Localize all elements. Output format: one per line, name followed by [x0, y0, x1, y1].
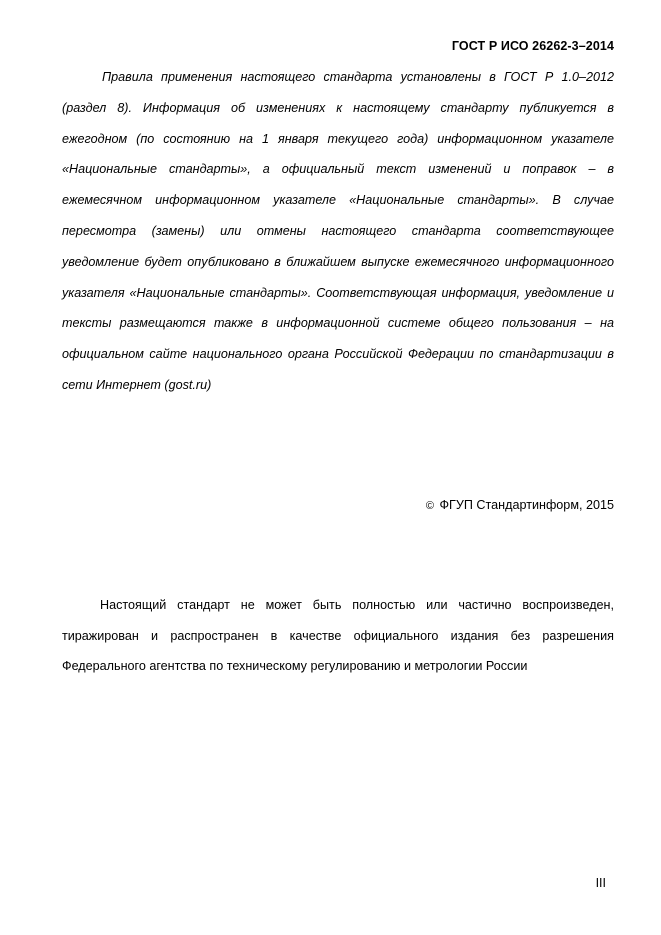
reproduction-rights-notice: Настоящий стандарт не может быть полностью или частично воспроизведен, тиражирован и распространен в качестве официального издания без разрешения Федерального агентства по техническому регулированию и метрологии России	[62, 598, 614, 673]
copyright-line	[426, 498, 614, 512]
application-rules-notice: Правила применения настоящего стандарта установлены в ГОСТ Р 1.0–2012 (раздел 8). Информация об изменениях к настоящему стандарту публикуется в ежегодном (по состоянию на 1 января текущего года) информационном указателе «Национальные стандарты», а официальный текст изменений и поправок – в ежемесячном информационном указателе «Национальные стандарты». В случае пересмотра (замены) или отмены настоящего стандарта соответствующее уведомление будет опубликовано в ближайшем выпуске ежемесячного информационного указателя «Национальные стандарты». Соответствующая информация, уведомление и тексты размещаются также в информационной системе общего пользования – на официальном сайте национального органа Российской Федерации по стандартизации в сети Интернет (gost.ru)	[62, 70, 614, 392]
copyright-holder: ФГУП Стандартинформ, 2015	[439, 498, 614, 512]
copyright-symbol: ©	[425, 500, 434, 512]
page-number: III	[595, 876, 606, 890]
document-header-code: ГОСТ Р ИСО 26262-3–2014	[451, 39, 614, 53]
